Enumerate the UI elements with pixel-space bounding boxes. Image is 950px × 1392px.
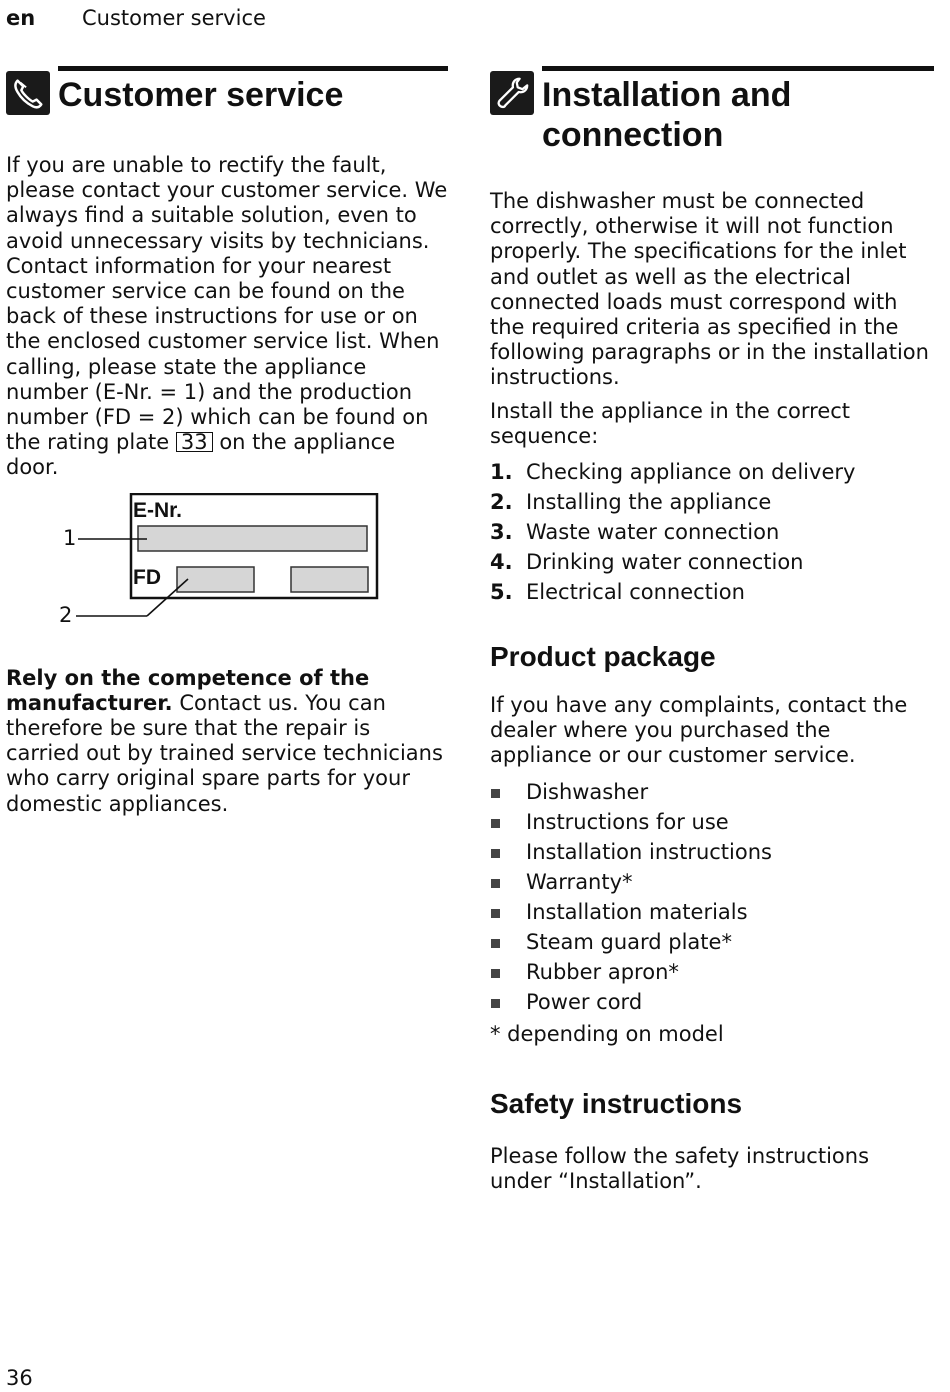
customer-service-title: Customer service (58, 76, 344, 114)
list-item: Installation instructions (490, 837, 934, 867)
list-item: Power cord (490, 987, 934, 1017)
list-item: Rubber apron* (490, 957, 934, 987)
manufacturer-competence-text: Contact us. You can therefore be sure that the repair is carried out by trained service technicians who carry original spare parts for your domestic appliances. (6, 690, 443, 816)
list-item: Installation materials (490, 897, 934, 927)
installation-steps-list (490, 457, 934, 607)
bullet-square-icon (491, 849, 500, 858)
bullet-square-icon (491, 969, 500, 978)
list-item: 2. Installing the appliance (490, 490, 772, 515)
manufacturer-competence-heading: Rely on the competence of the manufacturer. (6, 665, 370, 715)
intro-text: If you are unable to rectify the fault, please contact your customer service. We always find a suitable solution, even to avoid unnecessary visits by technicians. Contact information for your nearest customer service can be found on the back of these instructions for use or on the enclosed customer service list. When calling, please state the appliance number (E-Nr. = 1) and the production number (FD = 2) which can be found on the rating plate (6, 153, 448, 455)
intro-text-end: on the appliance door. (6, 430, 396, 480)
rating-plate-reference: 33 (176, 432, 213, 452)
running-section-title: Customer service (82, 6, 266, 30)
list-item: Warranty* (490, 867, 934, 897)
customer-service-intro (6, 153, 448, 481)
enr-label: E-Nr. (133, 498, 183, 522)
page-number: 36 (6, 1366, 33, 1390)
model-note: * depending on model (490, 1021, 724, 1046)
installation-heading (490, 66, 934, 155)
bullet-square-icon (491, 879, 500, 888)
bullet-square-icon (491, 939, 500, 948)
product-package-intro: If you have any complaints, contact the dealer where you purchased the appliance or our customer service. (490, 693, 908, 768)
installation-title: Installation and connection (542, 76, 792, 154)
wrench-icon (490, 71, 534, 115)
customer-service-section (6, 66, 448, 817)
rating-plate-diagram (6, 493, 448, 643)
list-item: Instructions for use (490, 807, 934, 837)
bullet-square-icon (491, 819, 500, 828)
list-item: Steam guard plate* (490, 927, 934, 957)
bullet-square-icon (491, 909, 500, 918)
bullet-square-icon (491, 789, 500, 798)
list-item: 5. Electrical connection (490, 580, 745, 605)
list-item: 1. Checking appliance on delivery (490, 460, 856, 485)
language-code: en (6, 6, 36, 30)
list-item: 3. Waste water connection (490, 520, 780, 545)
list-item: 4. Drinking water connection (490, 550, 804, 575)
callout-2: 2 (59, 602, 73, 627)
manufacturer-competence-paragraph (6, 666, 448, 817)
safety-instructions-text: Please follow the safety instructions under “Installation”. (490, 1143, 870, 1194)
bullet-square-icon (491, 999, 500, 1008)
installation-section (490, 66, 934, 1194)
customer-service-heading (6, 66, 448, 115)
phone-icon (6, 71, 50, 115)
product-package-list (490, 777, 934, 1017)
installation-intro: The dishwasher must be connected correctly, otherwise it will not function properly. The specifications for the inlet and outlet as well as the electrical connected loads must correspond with the required criteria as specified in the following paragraphs or in the installation instructions. (490, 189, 929, 390)
safety-instructions-title: Safety instructions (490, 1087, 743, 1119)
list-item: Dishwasher (490, 777, 934, 807)
product-package-title: Product package (490, 641, 716, 673)
fd-label: FD (133, 565, 161, 589)
sequence-intro: Install the appliance in the correct sequence: (490, 398, 851, 448)
callout-1: 1 (63, 525, 77, 550)
running-header (6, 6, 266, 30)
